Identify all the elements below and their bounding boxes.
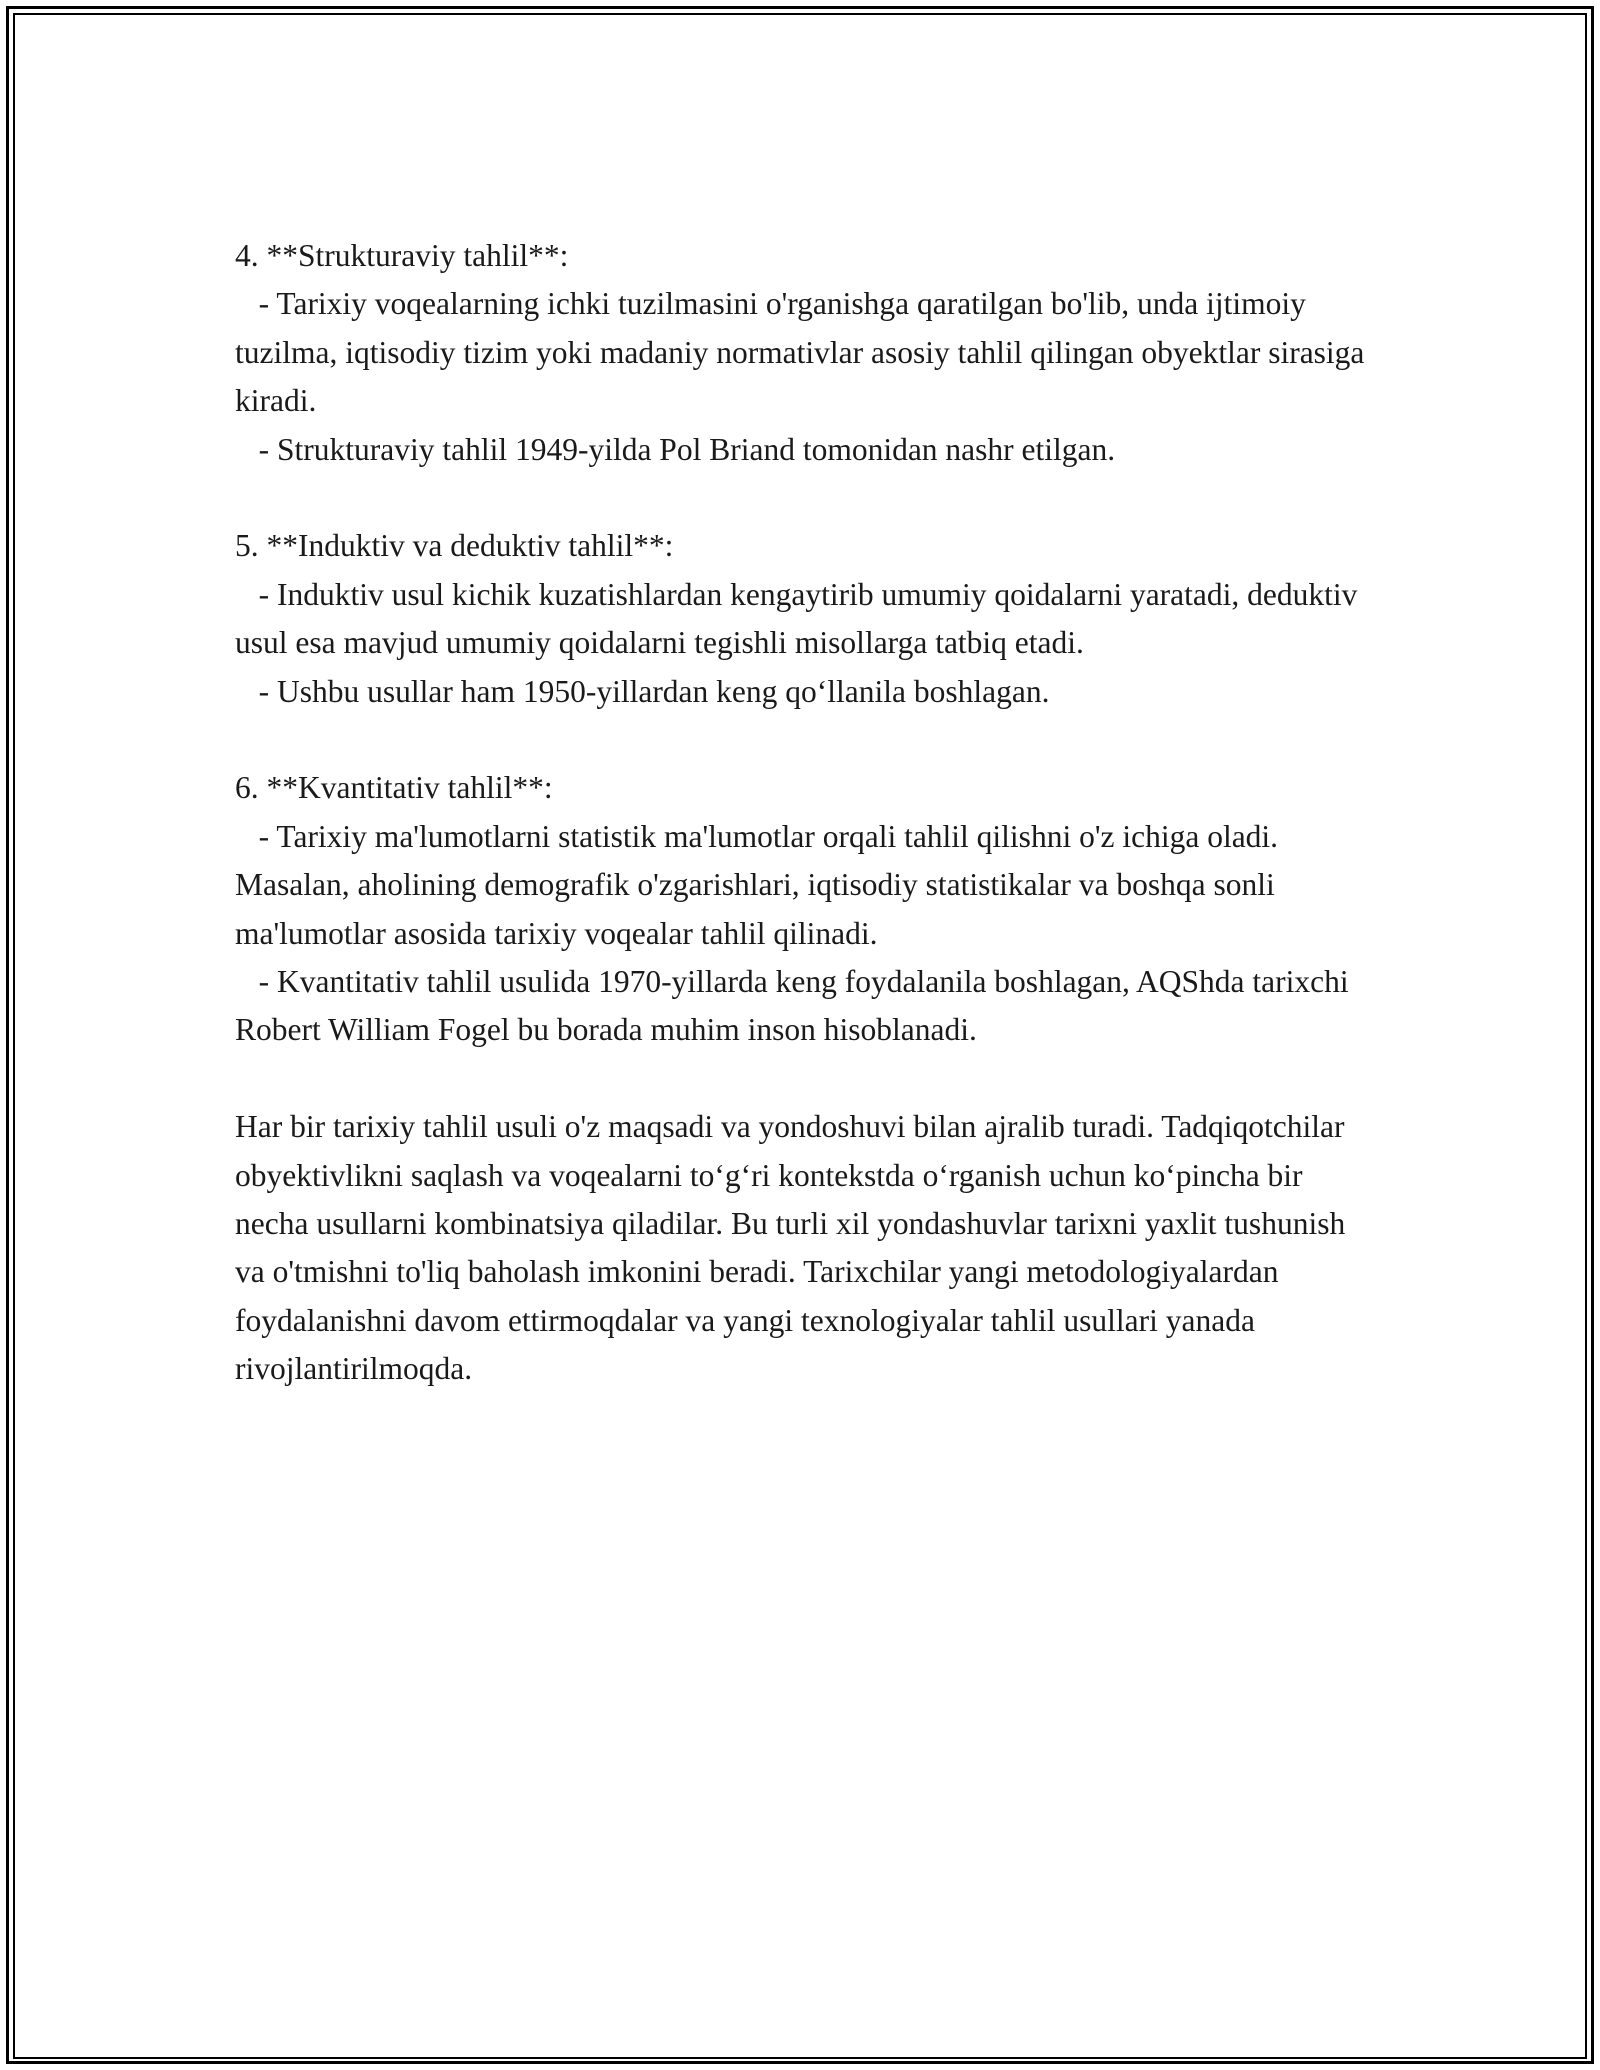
section-heading: 6. **Kvantitativ tahlil**: — [235, 770, 553, 806]
section-strukturaviy — [235, 232, 1375, 474]
section-bullet: - Tarixiy ma'lumotlarni statistik ma'lumotlar orqali tahlil qilishni o'z ichiga oladi. Masalan, aholining demografik o'zgarishlari, iqtisodiy statistikalar va boshqa sonli ma'lumotlar asosida tarixiy voqealar tahlil qilinadi. — [235, 818, 1286, 951]
section-induktiv-deduktiv — [235, 522, 1375, 716]
section-heading: 5. **Induktiv va deduktiv tahlil**: — [235, 528, 674, 564]
conclusion-paragraph: Har bir tarixiy tahlil usuli o'z maqsadi va yondoshuvi bilan ajralib turadi. Tadqiqotchilar obyektivlikni saqlash va voqealarni to‘g‘ri kontekstda o‘rganish uchun ko‘pincha bir necha usullarni kombinatsiya qiladilar. Bu turli xil yondashuvlar tarixni yaxlit tushunish va o'tmishni to'liq baholash imkonini beradi. Tarixchilar yangi metodologiyalardan foydalanishni davom ettirmoqdalar va yangi texnologiyalar tahlil usullari yanada rivojlantirilmoqda. — [235, 1109, 1354, 1387]
section-bullet: - Tarixiy voqealarning ichki tuzilmasini o'rganishga qaratilgan bo'lib, unda ijtimoiy tuzilma, iqtisodiy tizim yoki madaniy normativlar asosiy tahlil qilingan obyektlar sirasiga kiradi. — [235, 286, 1373, 419]
section-bullet: - Ushbu usullar ham 1950-yillardan keng qo‘llanila boshlagan. — [235, 673, 1050, 709]
paragraph-gap — [235, 474, 1375, 522]
section-bullet: - Induktiv usul kichik kuzatishlardan kengaytirib umumiy qoidalarni yaratadi, deduktiv usul esa mavjud umumiy qoidalarni tegishli misollarga tatbiq etadi. — [235, 576, 1366, 661]
document-body — [235, 232, 1375, 1394]
section-kvantitativ — [235, 764, 1375, 1054]
section-heading: 4. **Strukturaviy tahlil**: — [235, 238, 569, 273]
paragraph-gap — [235, 716, 1375, 764]
paragraph-gap — [235, 1055, 1375, 1103]
section-bullet: - Kvantitativ tahlil usulida 1970-yillarda keng foydalanila boshlagan, AQShda tarixchi Robert William Fogel bu borada muhim inson hisoblanadi. — [235, 964, 1357, 1048]
section-bullet: - Strukturaviy tahlil 1949-yilda Pol Briand tomonidan nashr etilgan. — [235, 431, 1116, 467]
